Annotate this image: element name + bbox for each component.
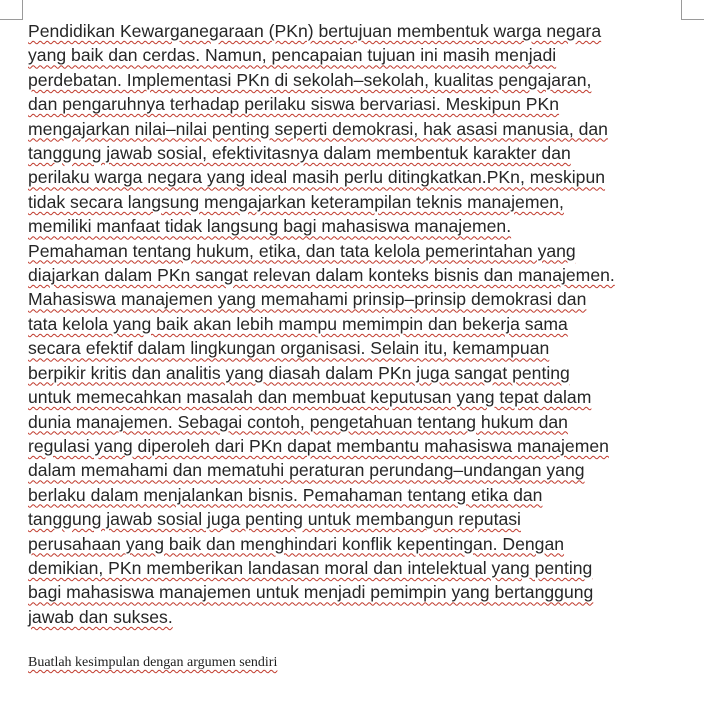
paragraph-line: dunia manajemen. Sebagai contoh, pengetahuan tentang hukum dan: [28, 411, 568, 432]
paragraph-line: perusahaan yang baik dan menghindari konflik kepentingan. Dengan: [28, 533, 565, 554]
paragraph-line: Pemahaman tentang hukum, etika, dan tata kelola pemerintahan yang: [28, 240, 576, 261]
paragraph-line: mengajarkan nilai–nilai penting seperti demokrasi, hak asasi manusia, dan: [28, 118, 608, 139]
paragraph-line: yang baik dan cerdas. Namun, pencapaian tujuan ini masih menjadi: [28, 45, 557, 66]
paragraph-line: tanggung jawab sosial juga penting untuk membangun reputasi: [28, 509, 521, 530]
paragraph-line: berpikir kritis dan analitis yang diasah dalam PKn juga sangat penting: [28, 362, 570, 383]
paragraph-line: perdebatan. Implementasi PKn di sekolah–sekolah, kualitas pengajaran,: [28, 69, 592, 90]
paragraph-line: secara efektif dalam lingkungan organisasi. Selain itu, kemampuan: [28, 338, 550, 359]
document-body[interactable]: [28, 19, 690, 629]
body-paragraph[interactable]: [28, 19, 690, 629]
paragraph-line: tidak secara langsung mengajarkan keterampilan teknis manajemen,: [28, 191, 564, 212]
paragraph-line: diajarkan dalam PKn sangat relevan dalam konteks bisnis dan manajemen.: [28, 265, 615, 286]
paragraph-line: regulasi yang diperoleh dari PKn dapat membantu mahasiswa manajemen: [28, 435, 609, 456]
paragraph-line: dalam memahami dan mematuhi peraturan perundang–undangan yang: [28, 460, 585, 481]
paragraph-line: dan pengaruhnya terhadap perilaku siswa bervariasi. Meskipun PKn: [28, 94, 560, 115]
paragraph-line: berlaku dalam menjalankan bisnis. Pemahaman tentang etika dan: [28, 484, 543, 505]
margin-corner-mark-right: [681, 0, 704, 20]
paragraph-line: perilaku warga negara yang ideal masih perlu ditingkatkan.PKn, meskipun: [28, 167, 606, 188]
instruction-line[interactable]: Buatlah kesimpulan dengan argumen sendiri: [28, 655, 278, 670]
paragraph-line: Pendidikan Kewarganegaraan (PKn) bertujuan membentuk warga negara: [28, 21, 602, 41]
paragraph-line: tanggung jawab sosial, efektivitasnya dalam membentuk karakter dan: [28, 143, 571, 164]
paragraph-line: demikian, PKn memberikan landasan moral dan intelektual yang penting: [28, 557, 593, 578]
paragraph-line: bagi mahasiswa manajemen untuk menjadi pemimpin yang bertanggung: [28, 582, 594, 603]
paragraph-line: untuk memecahkan masalah dan membuat keputusan yang tepat dalam: [28, 387, 592, 408]
paragraph-line: Mahasiswa manajemen yang memahami prinsip–prinsip demokrasi dan: [28, 289, 587, 310]
paragraph-line: tata kelola yang baik akan lebih mampu memimpin dan bekerja sama: [28, 313, 568, 334]
paragraph-line: jawab dan sukses.: [28, 606, 173, 627]
margin-corner-mark-left: [0, 0, 23, 20]
paragraph-line: memiliki manfaat tidak langsung bagi mahasiswa manajemen.: [28, 216, 512, 237]
